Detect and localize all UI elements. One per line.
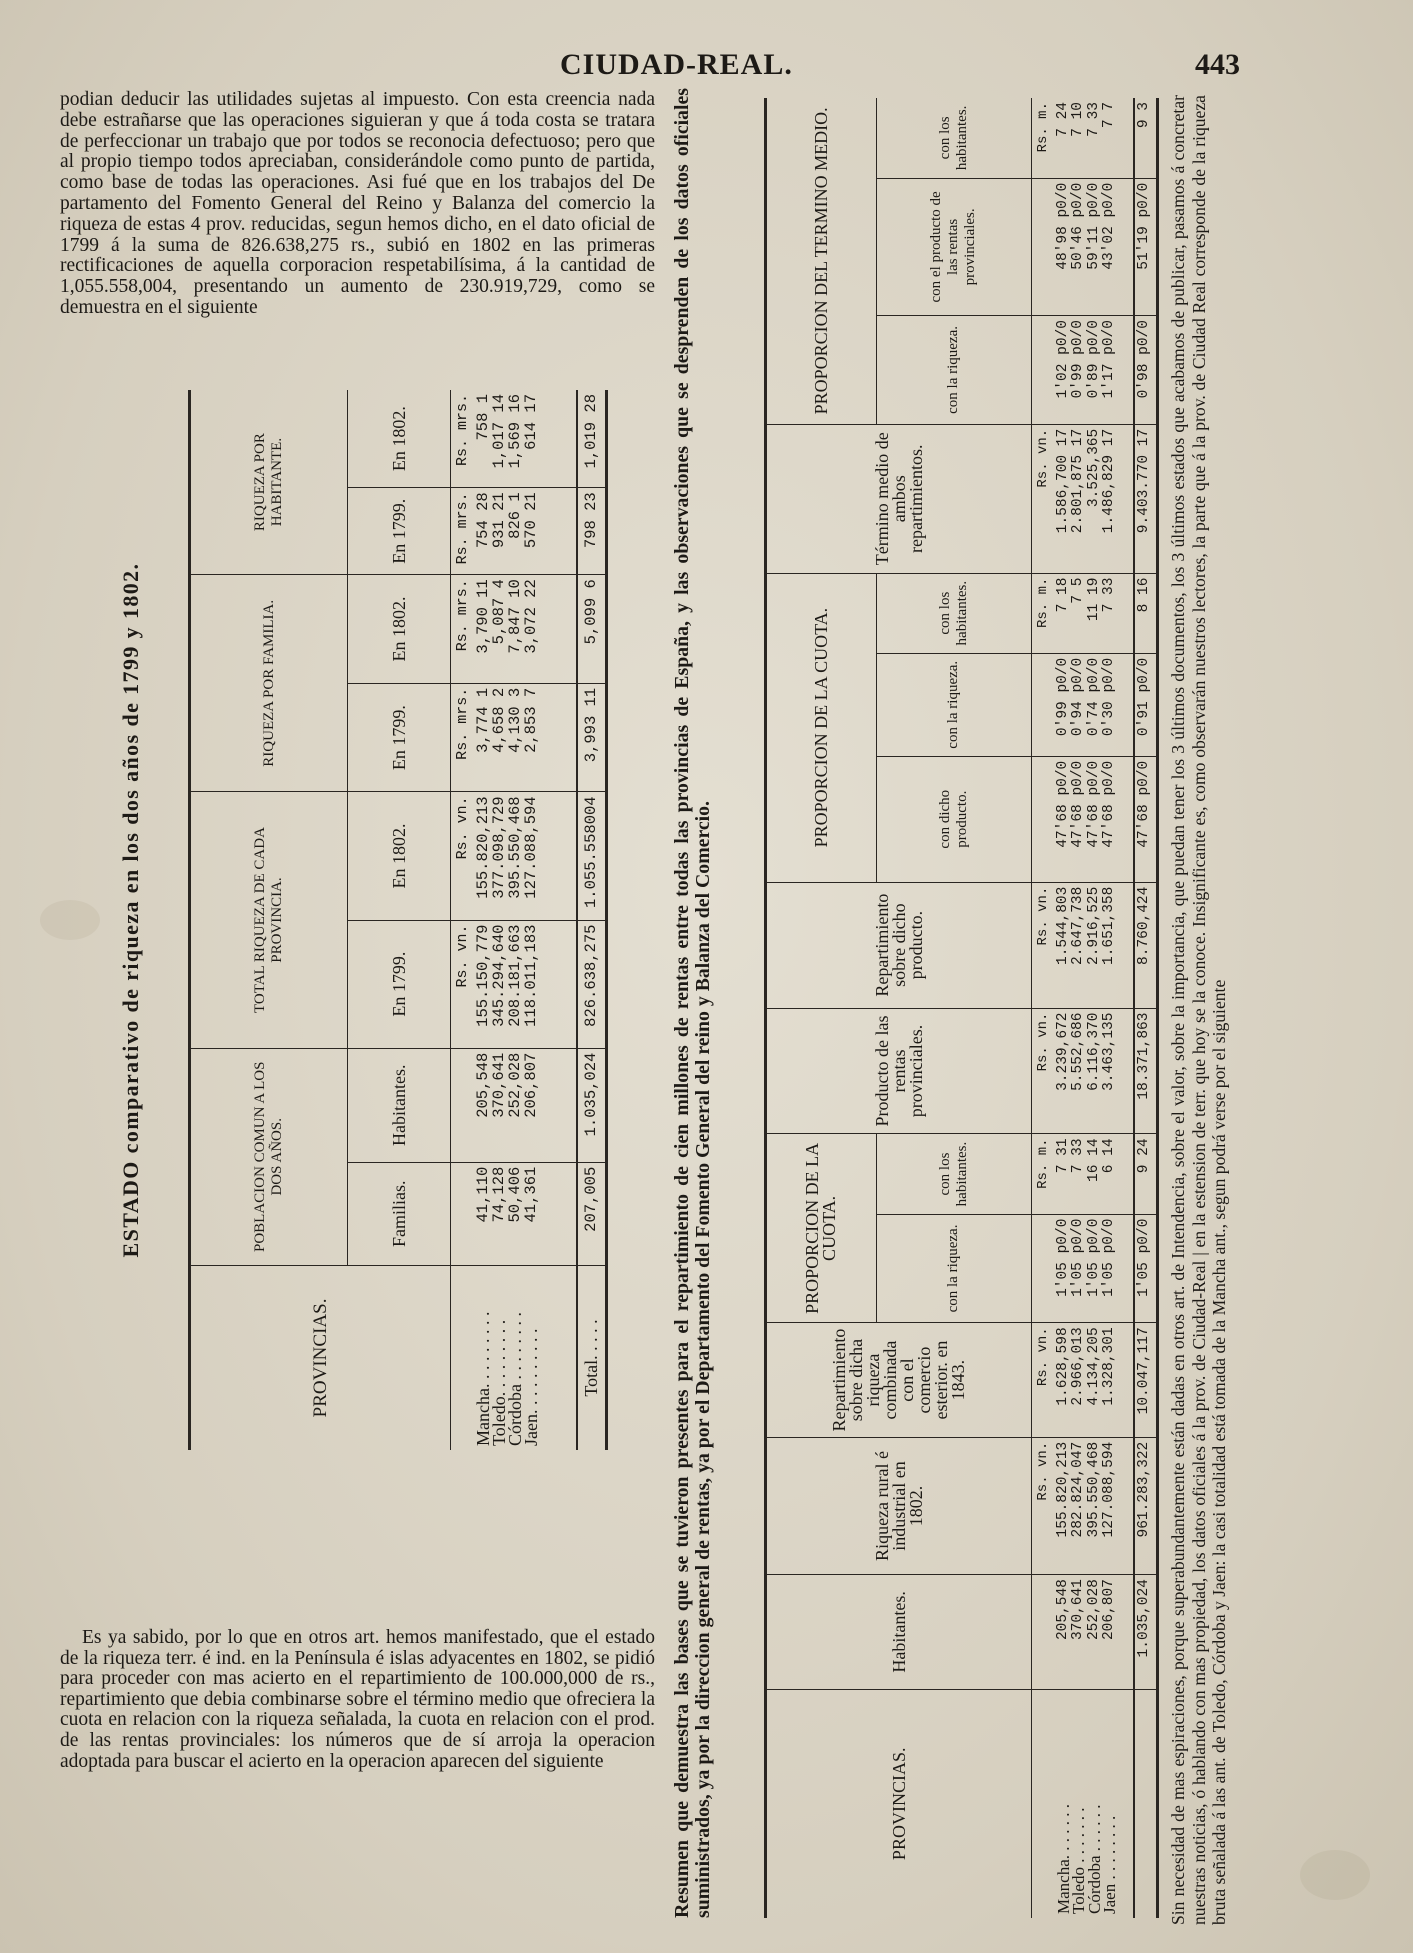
total-cell: 1.055.558004: [577, 792, 607, 920]
table2-col-habitantes: [1054, 1575, 1134, 1689]
table1-col-familias: [473, 1162, 577, 1265]
table1: [188, 390, 608, 1450]
table-cell: 826 1: [505, 492, 524, 539]
th-repartimiento: Repartimiento sobre dicha riqueza combinada con el comercio esterior. en 1843.: [766, 1323, 1032, 1437]
table-cell: 1'17 p0/0: [1101, 320, 1117, 399]
th-con-el-producto: con el producto de las rentas provinciales.: [876, 178, 1031, 315]
total-cell: 47'68 p0/0: [1134, 756, 1158, 882]
unit: Rs. mrs.: [451, 575, 473, 684]
table-cell: 0'99 p0/0: [1054, 657, 1071, 737]
total-cell: 9.403.770 17: [1134, 424, 1158, 573]
total-cell: 9 24: [1134, 1134, 1158, 1214]
table-cell: 11 19: [1085, 577, 1102, 622]
table2-col-tm-hab: [1054, 98, 1134, 178]
table-cell: 7 24: [1054, 102, 1071, 137]
table-cell: 155.820,213: [473, 796, 492, 899]
unit: Rs. vn.: [1032, 1437, 1054, 1574]
total-cell: 8.760,424: [1134, 882, 1158, 1008]
table-cell: 2.647,738: [1070, 886, 1086, 965]
total-cell: 207,005: [577, 1162, 607, 1265]
table-cell: 155.150,779: [473, 924, 492, 1027]
total-cell: 961.283,322: [1134, 1437, 1158, 1574]
table-cell: 614 17: [521, 394, 540, 450]
table-cell: Mancha. . . . . . . . .: [472, 1311, 493, 1446]
table-cell: 0'89 p0/0: [1085, 320, 1102, 399]
table1-col-total-1802: [473, 792, 577, 920]
table1-block: [118, 370, 638, 1450]
unit: Rs. vn.: [451, 792, 473, 920]
table-cell: 48'98 p0/0: [1054, 182, 1071, 270]
table-cell: 2.916,525: [1085, 886, 1102, 965]
th-con-los-habitantes: con los habitantes.: [876, 1134, 1031, 1214]
table-cell: 0'94 p0/0: [1070, 657, 1086, 737]
table-cell: 2.966,013: [1070, 1327, 1086, 1406]
left-column-bottom: [60, 1628, 655, 1772]
bottom-notes: Sin necesidad de mas espiraciones, porque superabundantemente están dadas en otros art. de Intendencia, sobre el valor, sobre la importancia, que puedan tener los 3 últimos documentos, los 3 últimos estados que acabamos de publicar, pasamos á concretar nuestras noticias, ó hablando con mas propiedad, los datos oficiales á la prov. de Ciudad-Real | en la estension de terr. que hoy se la conoce. Insignificante es, como observarán nuestros lectores, la parte que á la prov. de Ciudad Real corresponde de la riqueza bruta señalada á las ant. de Toledo, Córdoba y Jaen: la casi totalidad está tomada de la Mancha ant., segun podrá verse por el siguiente: [1168, 95, 1230, 1925]
table-cell: 1.628,598: [1054, 1327, 1071, 1406]
th-total-riqueza: TOTAL RIQUEZA DE CADA PROVINCIA.: [190, 792, 348, 1048]
th-producto: Producto de las rentas provinciales.: [766, 1008, 1032, 1134]
table2-total-row: [1134, 98, 1158, 1918]
table-cell: 1,569 16: [505, 394, 524, 469]
table-cell: 43'02 p0/0: [1101, 182, 1117, 270]
table1-col-total-1799: [473, 920, 577, 1048]
total-cell: 826.638,275: [577, 920, 607, 1048]
table-cell: 370,641: [1070, 1579, 1086, 1641]
table-cell: 47'68 p0/0: [1085, 760, 1102, 848]
table-cell: 5.552,686: [1070, 1012, 1086, 1091]
bottom-notes-block: [1168, 95, 1408, 1925]
th-riqueza-familia: RIQUEZA POR FAMILIA.: [190, 575, 348, 792]
left-column-top: [60, 90, 655, 319]
unit: Rs. vn.: [1032, 424, 1054, 573]
table1-body: [473, 390, 577, 1450]
table-cell: 395.550,468: [505, 796, 524, 899]
unit: Rs. vn.: [1032, 1008, 1054, 1134]
table-cell: 2,853 7: [521, 687, 540, 753]
th-riqueza-habitante: RIQUEZA POR HABITANTE.: [190, 390, 348, 575]
table2-col-cuota-riqueza: [1054, 1214, 1134, 1323]
table-cell: 3,774 1: [473, 687, 492, 753]
table-cell: 1,017 14: [489, 394, 508, 469]
table-cell: 6.116,370: [1085, 1012, 1102, 1091]
table1-total-row: [577, 390, 607, 1450]
th-habitantes: Habitantes.: [766, 1575, 1032, 1689]
table-cell: 345.294,640: [489, 924, 508, 1027]
running-title: CIUDAD-REAL.: [560, 48, 793, 81]
table-cell: 377.098,729: [489, 796, 508, 899]
th-termino-medio: Término medio de ambos repartimientos.: [766, 424, 1032, 573]
table-cell: 1'05 p0/0: [1101, 1218, 1117, 1297]
table2-col-provincias: [1054, 1689, 1134, 1918]
table1-col-provincias: [473, 1265, 577, 1450]
th-con-los-habitantes: con los habitantes.: [876, 98, 1031, 178]
table-cell: 50,406: [505, 1166, 524, 1223]
th-repartimiento-producto: Repartimiento sobre dicho producto.: [766, 882, 1032, 1008]
total-cell: 0'91 p0/0: [1134, 653, 1158, 756]
th-provincias: PROVINCIAS.: [766, 1689, 1032, 1918]
table-cell: 208.181,663: [505, 924, 524, 1027]
total-cell: 798 23: [577, 488, 607, 575]
table2-body: [1054, 98, 1134, 1918]
table-cell: Córdoba . . . . . .: [1084, 1804, 1104, 1914]
table-cell: 3,072 22: [521, 579, 540, 654]
table-cell: 0'99 p0/0: [1070, 320, 1086, 399]
th-proporcion-cuota-2: PROPORCION DE LA CUOTA.: [766, 573, 877, 882]
total-label: Total. . . . .: [577, 1265, 607, 1450]
table-cell: 41,361: [521, 1166, 540, 1223]
table1-col-habitantes: [473, 1048, 577, 1162]
table1-caption: ESTADO comparativo de riqueza en los dos años de 1799 y 1802.: [118, 562, 143, 1258]
table2-col-tm-riqueza: [1054, 316, 1134, 425]
table-cell: 127.088,594: [521, 796, 540, 899]
table-cell: Toledo. . . . . . . . .: [488, 1319, 509, 1446]
table-cell: 1'05 p0/0: [1054, 1218, 1071, 1297]
th-habitantes: Habitantes.: [348, 1048, 451, 1162]
th-1799: En 1799.: [348, 683, 451, 792]
table-cell: 1'05 p0/0: [1085, 1218, 1102, 1297]
table-cell: 0'74 p0/0: [1085, 657, 1102, 737]
table-cell: 47'68 p0/0: [1101, 760, 1117, 848]
total-cell: 51'19 p0/0: [1134, 178, 1158, 315]
table2-col-producto: [1054, 1008, 1134, 1134]
th-1802: En 1802.: [348, 792, 451, 920]
table2-col-riqueza: [1054, 1437, 1134, 1574]
th-con-la-riqueza: con la riqueza.: [876, 653, 1031, 756]
table-cell: 7,847 10: [505, 579, 524, 654]
th-con-dicho-producto: con dicho producto.: [876, 756, 1031, 882]
paragraph: podian deducir las utilidades sujetas al impuesto. Con esta creencia nada debe estrañarse que las operaciones siguieran y que á toda costa se tratara de perfeccionar un trabajo que por todos se reconocia defectuoso; pero que al propio tiempo todos apreciaban, considerándole como punto de partida, como base de todas las operaciones. Asi fué que en los trabajos del De partamento del Fomento General del Reino y Balanza del comercio la riqueza de estas 4 prov. reducidas, segun hemos dicho, en el dato oficial de 1799 á la suma de 826.638,275 rs., subió en 1802 en las primeras rectificaciones de aquella corporacion respetabilísima, á la cantidad de 1,055.558,004, presentando un aumento de 230.919,729, como se demuestra en el siguiente: [60, 89, 655, 318]
unit: Rs. vn.: [1032, 882, 1054, 1008]
table-cell: 252,028: [1085, 1579, 1102, 1641]
page-header: [60, 48, 1240, 86]
th-1799: En 1799.: [348, 488, 451, 575]
table-cell: 1.328,301: [1101, 1327, 1117, 1406]
table-cell: 3,790 11: [473, 579, 492, 654]
total-cell: 0'98 p0/0: [1134, 316, 1158, 425]
paper-stain: [40, 900, 100, 940]
table1-col-fam-1799: [473, 683, 577, 792]
th-familias: Familias.: [348, 1162, 451, 1265]
table2: [764, 98, 1159, 1918]
unit: Rs. mrs.: [451, 488, 473, 575]
total-cell: 5,099 6: [577, 575, 607, 684]
table-cell: 570 21: [521, 492, 540, 549]
th-provincias: PROVINCIAS.: [190, 1265, 451, 1450]
table-cell: 1'05 p0/0: [1070, 1218, 1086, 1297]
th-1799: En 1799.: [348, 920, 451, 1048]
total-cell: 3,993 11: [577, 683, 607, 792]
th-con-la-riqueza: con la riqueza.: [876, 1214, 1031, 1323]
table1-col-hab-1799: [473, 488, 577, 575]
table-cell: 155.820,213: [1054, 1441, 1071, 1538]
th-1802: En 1802.: [348, 575, 451, 684]
table2-col-cuota-hab: [1054, 1134, 1134, 1214]
table-cell: 50'46 p0/0: [1070, 182, 1086, 270]
table-cell: 282.824,047: [1070, 1441, 1086, 1538]
total-cell: 1,019 28: [577, 390, 607, 488]
table-cell: 7 33: [1101, 577, 1117, 613]
total-cell: 1.035,024: [1134, 1575, 1158, 1689]
th-poblacion: POBLACION COMUN A LOS DOS AÑOS.: [190, 1048, 348, 1265]
th-con-los-habitantes: con los habitantes.: [876, 573, 1031, 653]
table-cell: 205,548: [473, 1052, 492, 1118]
table-cell: Mancha. . . . . . .: [1053, 1803, 1073, 1914]
table-cell: 47'68 p0/0: [1070, 760, 1086, 848]
unit: Rs. m.: [1032, 1134, 1054, 1214]
table-cell: 41,110: [473, 1166, 492, 1223]
unit: Rs. mrs.: [451, 390, 473, 488]
table-cell: 754 28: [473, 492, 492, 549]
table1-col-fam-1802: [473, 575, 577, 684]
table2-col-cuota2-riqueza: [1054, 653, 1134, 756]
total-cell: 8 16: [1134, 573, 1158, 653]
table-cell: 206,807: [1101, 1579, 1117, 1641]
table-cell: 59'11 p0/0: [1085, 182, 1102, 270]
table-cell: 2.801,875 17: [1070, 428, 1086, 534]
table2-caption: Resumen que demuestra las bases que se tuvieron presentes para el repartimiento de cien millones de rentas entre todas las provincias de España, y las observaciones que se desprenden de los datos oficiales suministrados, ya por la direccion general de rentas, ya por el Departamento del Fomento General del reino y Balanza del Comercio.: [671, 88, 714, 1918]
table-cell: 16 14: [1085, 1138, 1102, 1182]
total-cell: 18.371,863: [1134, 1008, 1158, 1134]
table-cell: 74,128: [489, 1166, 508, 1223]
table-cell: Toledo . . . . . . .: [1069, 1807, 1088, 1914]
table-cell: Córdoba . . . . . . . .: [504, 1312, 525, 1446]
table-cell: 206,807: [521, 1052, 540, 1118]
table-cell: 1.651,358: [1101, 886, 1117, 965]
table2-col-tm-producto: [1054, 178, 1134, 315]
table-cell: 252,028: [505, 1052, 524, 1118]
table-cell: 7 31: [1054, 1138, 1071, 1174]
unit: Rs. mrs.: [451, 683, 473, 792]
table-cell: 3.239,672: [1054, 1012, 1071, 1091]
unit: Rs. m.: [1032, 98, 1054, 178]
table-cell: 1.586,700 17: [1054, 428, 1071, 534]
table-cell: 7 5: [1070, 577, 1086, 604]
table-cell: 0'30 p0/0: [1101, 657, 1117, 737]
table-cell: 7 33: [1085, 102, 1102, 137]
total-cell: 1.035,024: [577, 1048, 607, 1162]
table2-col-termino: [1054, 424, 1134, 573]
table2-col-repart1: [1054, 1323, 1134, 1437]
th-proporcion-termino: PROPORCION DEL TERMINO MEDIO.: [766, 98, 877, 424]
table-cell: 5,087 4: [489, 579, 508, 645]
table-cell: 931 21: [489, 492, 508, 549]
table-cell: 4,130 3: [505, 687, 524, 753]
unit: Rs. vn.: [451, 920, 473, 1048]
table-cell: 7 18: [1054, 577, 1071, 613]
th-proporcion-cuota: PROPORCION DE LA CUOTA.: [766, 1134, 877, 1323]
unit: Rs. m.: [1032, 573, 1054, 653]
total-cell: 9 3: [1134, 98, 1158, 178]
table-cell: 395.550,468: [1085, 1441, 1102, 1538]
table-cell: 6 14: [1101, 1138, 1117, 1174]
table-cell: 370,641: [489, 1052, 508, 1118]
total-cell: 10.047,117: [1134, 1323, 1158, 1437]
table-cell: 205,548: [1054, 1579, 1071, 1641]
table-cell: 4.134,205: [1085, 1327, 1102, 1406]
table2-block: [672, 88, 1232, 1918]
table-cell: Jaen . . . . . . . .: [1100, 1815, 1119, 1914]
table2-col-repart2: [1054, 882, 1134, 1008]
paragraph: Es ya sabido, por lo que en otros art. hemos manifestado, que el estado de la riqueza terr. é ind. en la Península é islas adyacentes en 1802, se pidió para proceder con mas acierto en el repartimiento de 100.000,000 de rs., repartimiento que debia combinarse sobre el término medio que ofreciera la cuota en relacion con la riqueza señalada, la cuota en relacion con el prod. de las rentas provinciales: los números que de sí arroja la operacion adoptada para buscar el acierto en la operacion aparecen del siguiente: [60, 1627, 655, 1772]
table-cell: 127.088,594: [1101, 1441, 1117, 1538]
table-cell: 3.463,135: [1101, 1012, 1117, 1091]
table-cell: 3.525,365: [1085, 428, 1102, 508]
table-cell: Jaen. . . . . . . . . .: [520, 1328, 541, 1446]
th-1802: En 1802.: [348, 390, 451, 488]
table-cell: 47'68 p0/0: [1054, 760, 1071, 848]
th-riqueza: Riqueza rural é industrial en 1802.: [766, 1437, 1032, 1574]
table-cell: 1.544,803: [1054, 886, 1071, 965]
table-cell: 118.011,183: [521, 924, 540, 1027]
table1-col-hab-1802: [473, 390, 577, 488]
table-cell: 4,658 2: [489, 687, 508, 753]
table-cell: 758 1: [473, 394, 492, 441]
table-cell: 7 33: [1070, 1138, 1086, 1174]
table2-col-cuota2-hab: [1054, 573, 1134, 653]
table-cell: 1.486,829 17: [1101, 428, 1117, 534]
table2-col-cuota2-producto: [1054, 756, 1134, 882]
table-cell: 7 7: [1101, 102, 1117, 129]
unit: Rs. vn.: [1032, 1323, 1054, 1437]
th-con-la-riqueza: con la riqueza.: [876, 316, 1031, 425]
table-cell: 1'02 p0/0: [1054, 320, 1071, 399]
total-cell: 1'05 p0/0: [1134, 1214, 1158, 1323]
page-number: 443: [1195, 48, 1240, 81]
table-cell: 7 10: [1070, 102, 1086, 137]
